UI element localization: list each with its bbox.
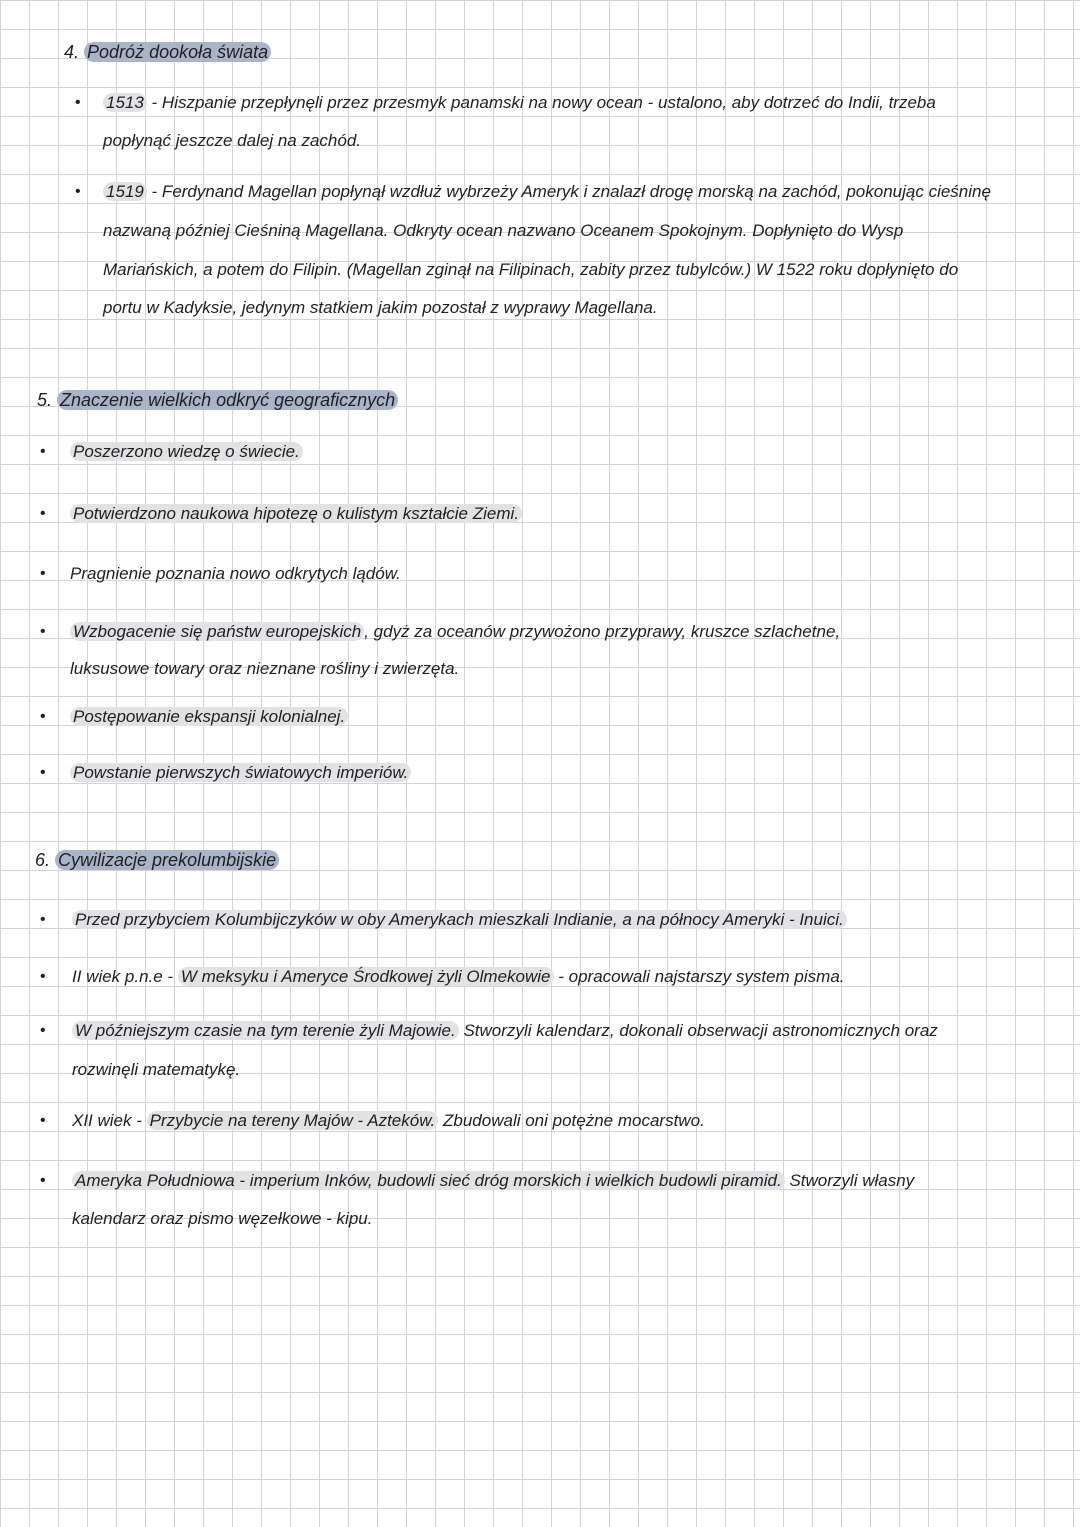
text: rozwinęli matematykę.	[72, 1060, 241, 1079]
list-item-line	[70, 620, 840, 644]
highlighted-text: Powstanie pierwszych światowych imperiów.	[70, 763, 411, 782]
text: , gdyż za oceanów przywożono przyprawy, kruszce szlachetne,	[364, 622, 841, 641]
section-heading	[64, 40, 271, 64]
list-item-line	[70, 761, 411, 785]
text: portu w Kadyksie, jedynym statkiem jakim pozostał z wyprawy Magellana.	[103, 298, 658, 317]
highlighted-text: 1513	[103, 93, 147, 112]
highlighted-text: Ameryka Południowa - imperium Inków, budowli sieć dróg morskich i wielkich budowli piramid.	[72, 1171, 785, 1190]
bullet-icon: •	[40, 623, 46, 640]
list-item-line	[103, 296, 658, 320]
bullet-icon: •	[40, 1022, 46, 1039]
bullet-icon: •	[40, 443, 46, 460]
section-heading	[35, 848, 279, 872]
section-number: 5.	[37, 390, 53, 410]
list-item-line	[70, 440, 303, 464]
bullet-icon: •	[40, 708, 46, 725]
list-item-line	[70, 705, 348, 729]
bullet-icon: •	[40, 565, 46, 582]
section-title: Znaczenie wielkich odkryć geograficznych	[57, 390, 398, 410]
bullet-icon: •	[40, 911, 46, 928]
highlighted-text: 1519	[103, 182, 147, 201]
highlighted-text: Potwierdzono naukowa hipotezę o kulistym kształcie Ziemi.	[70, 504, 522, 523]
bullet-icon: •	[40, 764, 46, 781]
section-number: 4.	[64, 42, 80, 62]
list-item-line	[103, 180, 991, 204]
list-item-line	[70, 502, 522, 526]
section-number: 6.	[35, 850, 51, 870]
bullet-icon: •	[40, 1112, 46, 1129]
highlighted-text: Postępowanie ekspansji kolonialnej.	[70, 707, 348, 726]
text: Mariańskich, a potem do Filipin. (Magellan zginął na Filipinach, zabity przez tubylców.) W 1522 roku dopłynięto do	[103, 260, 959, 279]
text: kalendarz oraz pismo węzełkowe - kipu.	[72, 1209, 373, 1228]
list-item-line	[103, 129, 361, 153]
bullet-icon: •	[40, 968, 46, 985]
list-item-line	[103, 258, 958, 282]
bullet-icon: •	[75, 183, 81, 200]
highlighted-text: Przed przybyciem Kolumbijczyków w oby Amerykach mieszkali Indianie, a na północy Ameryki - Inuici.	[72, 910, 847, 929]
list-item-line	[72, 908, 847, 932]
text: luksusowe towary oraz nieznane rośliny i zwierzęta.	[70, 659, 460, 678]
list-item-line	[72, 1169, 914, 1193]
list-item-line	[72, 965, 845, 989]
text: - opracowali najstarszy system pisma.	[553, 967, 845, 986]
text: II wiek p.n.e -	[72, 967, 178, 986]
list-item-line	[72, 1019, 938, 1043]
highlighted-text: Wzbogacenie się państw europejskich	[70, 622, 364, 641]
bullet-icon: •	[40, 1172, 46, 1189]
section-title: Podróż dookoła świata	[84, 42, 271, 62]
highlighted-text: Poszerzono wiedzę o świecie.	[70, 442, 303, 461]
text: nazwaną później Cieśniną Magellana. Odkryty ocean nazwano Oceanem Spokojnym. Dopłynięto do Wysp	[103, 221, 904, 240]
bullet-icon: •	[75, 94, 81, 111]
text: Pragnienie poznania nowo odkrytych lądów.	[70, 564, 401, 583]
section-title: Cywilizacje prekolumbijskie	[55, 850, 279, 870]
text: Stworzyli kalendarz, dokonali obserwacji astronomicznych oraz	[458, 1021, 938, 1040]
list-item-line	[70, 657, 459, 681]
text: - Hiszpanie przepłynęli przez przesmyk panamski na nowy ocean - ustalono, aby dotrzeć do Indii, trzeba	[146, 93, 936, 112]
section-heading	[37, 388, 398, 412]
text: XII wiek -	[72, 1111, 147, 1130]
text: - Ferdynand Magellan popłynął wzdłuż wybrzeży Ameryk i znalazł drogę morską na zachód, pokonując cieśninę	[146, 182, 991, 201]
list-item-line	[72, 1109, 705, 1133]
text: Stworzyli własny	[784, 1171, 915, 1190]
text: popłynąć jeszcze dalej na zachód.	[103, 131, 361, 150]
text: Zbudowali oni potężne mocarstwo.	[438, 1111, 705, 1130]
list-item-line	[72, 1058, 240, 1082]
list-item-line	[103, 91, 936, 115]
list-item-line	[72, 1207, 372, 1231]
highlighted-text: Przybycie na tereny Majów - Azteków.	[147, 1111, 439, 1130]
list-item-line	[70, 562, 401, 586]
highlighted-text: W późniejszym czasie na tym terenie żyli Majowie.	[72, 1021, 459, 1040]
highlighted-text: W meksyku i Ameryce Środkowej żyli Olmekowie	[178, 967, 554, 986]
bullet-icon: •	[40, 505, 46, 522]
list-item-line	[103, 219, 903, 243]
